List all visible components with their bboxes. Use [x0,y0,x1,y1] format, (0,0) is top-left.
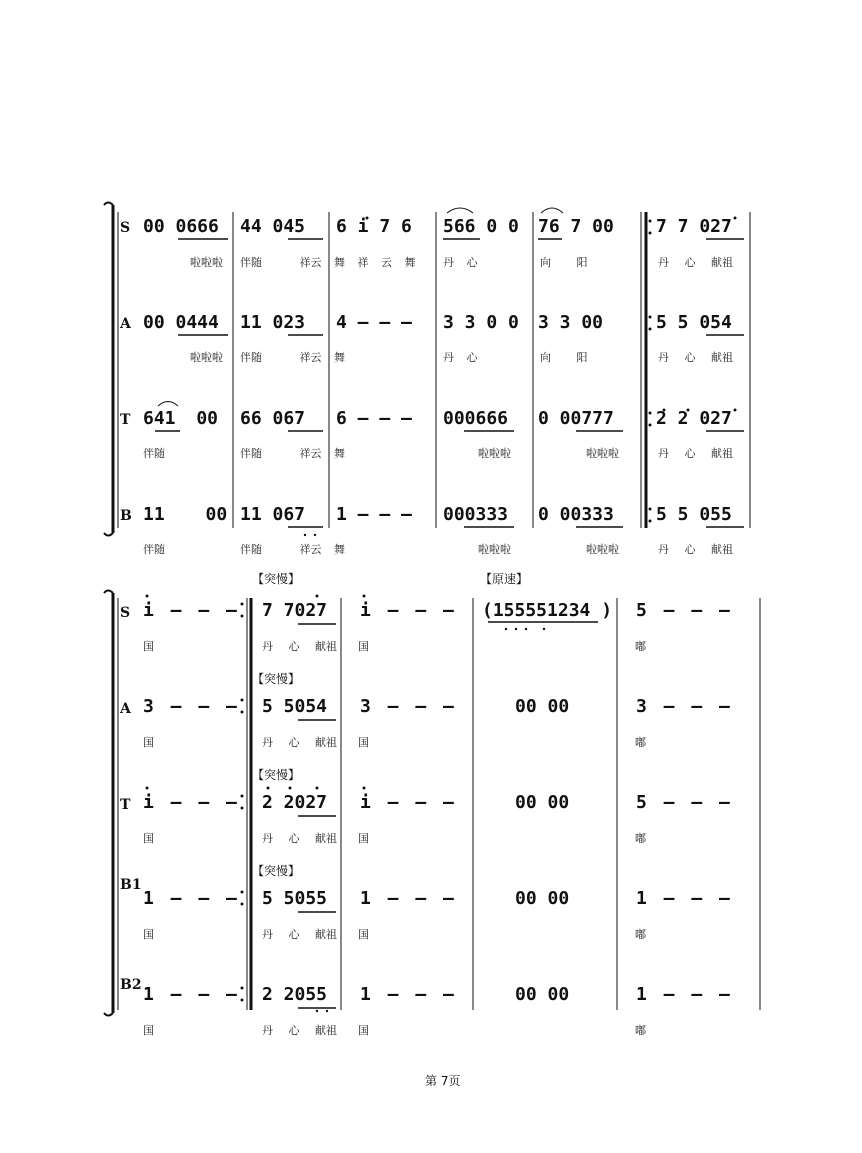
lyric: 啦啦啦 [478,447,511,460]
tempo-mark-original: 【原速】 [480,572,529,586]
measure: 5 — — — [636,792,730,813]
lyric: 丹 心 献祖 [262,1024,337,1037]
measure: i — — — [143,792,237,813]
beams-2 [298,622,598,1008]
measure: 3 — — — [143,696,237,717]
lyric: 丹 心 [443,351,478,364]
lyric: 舞 [334,543,345,556]
measure: i — — — [360,600,454,621]
measure: 5 5 054 [656,312,732,333]
measure: 1 — — — [360,984,454,1005]
lyric: 国 [358,1024,369,1037]
lyric: 伴随 [143,543,165,556]
lyric: 丹 心 献祖 [262,928,337,941]
lyric: 国 [143,1024,154,1037]
measure: 3 — — — [636,696,730,717]
part-label-b: B [120,508,132,524]
lyric: 丹 心 献祖 [262,736,337,749]
measure: i — — — [360,792,454,813]
measure: 2 2055 [262,984,328,1005]
lyric: 丹 心 献祖 [262,640,337,653]
lyric: 嘟 [635,832,646,845]
page-number: 第 7页 [425,1074,461,1088]
measure: 1 — — — [636,984,730,1005]
lyric: 啦啦啦 [586,543,619,556]
lyric: 伴随 祥云 [240,447,322,460]
measure: 000333 [443,504,509,525]
lyric: 伴随 祥云 [240,543,322,556]
measure: 000666 [443,408,509,429]
measure: 0 00777 [538,408,614,429]
lyric: 啦啦啦 [190,351,223,364]
measure: 1 — — — [143,984,237,1005]
measure: 00 00 [515,888,570,909]
part-label-s: S [120,220,131,236]
tempo-mark-sudden-slow: 【突慢】 [252,572,301,586]
measure: 76 7 00 [538,216,614,237]
part-label-a: A [120,701,131,717]
measure: 1 — — — [636,888,730,909]
lyric: 向 阳 [540,351,588,364]
lyric: 丹 心 献祖 [658,447,733,460]
part-label-a: A [120,316,131,332]
lyric: 丹 心 献祖 [262,832,337,845]
lyric: 国 [358,736,369,749]
lyric: 国 [358,832,369,845]
lyric: 嘟 [635,640,646,653]
part-label-t: T [120,412,131,428]
lyric: 丹 心 献祖 [658,543,733,556]
lyric: 啦啦啦 [586,447,619,460]
lyric: 国 [358,928,369,941]
lyric: 伴随 祥云 [240,351,322,364]
measure: 5 — — — [636,600,730,621]
measure: 5 5 055 [656,504,732,525]
lyric: 嘟 [635,736,646,749]
measure: i — — — [143,600,237,621]
lyric: 啦啦啦 [478,543,511,556]
measure: (155551234 ) [482,600,613,621]
lyric: 舞 祥 云 舞 [334,256,416,269]
lyric: 嘟 [635,928,646,941]
measure: 1 — — — [336,504,412,525]
lyric: 国 [358,640,369,653]
measure: 5 5054 [262,696,328,717]
measure: 11 00 [143,504,228,525]
measure: 7 7 027 [656,216,732,237]
measure: 11 067 [240,504,306,525]
lyric: 啦啦啦 [190,256,223,269]
measure: 00 0666 [143,216,219,237]
part-label-b2: B2 [120,977,142,993]
tempo-mark-sudden-slow: 【突慢】 [252,768,301,782]
repeat-dots-2 [241,603,244,1002]
lyric: 舞 [334,447,345,460]
measure: 566 0 0 [443,216,519,237]
system-1-lines [104,203,750,536]
measure: 00 0444 [143,312,219,333]
measure: 641 00 [143,408,219,429]
lyric: 嘟 [635,1024,646,1037]
measure: 1 — — — [360,888,454,909]
measure: 44 045 [240,216,306,237]
measure: 66 067 [240,408,306,429]
measure: 5 5055 [262,888,328,909]
lyric: 伴随 [143,447,165,460]
lyric: 国 [143,832,154,845]
lyric: 国 [143,928,154,941]
lyric: 向 阳 [540,256,588,269]
measure: 3 — — — [360,696,454,717]
measure: 2 2027 [262,792,328,813]
measure: 3 3 0 0 [443,312,519,333]
measure: 11 023 [240,312,306,333]
lyric: 舞 [334,351,345,364]
lyric: 丹 心 献祖 [658,351,733,364]
beams-1 [155,239,744,527]
measure: 00 00 [515,984,570,1005]
measure: 7 7027 [262,600,328,621]
measure: 6 i 7 6 [336,216,412,237]
measure: 1 — — — [143,888,237,909]
tempo-mark-sudden-slow: 【突慢】 [252,672,301,686]
lyric: 国 [143,640,154,653]
lyric: 国 [143,736,154,749]
part-label-s: S [120,605,131,621]
lyric: 丹 心 [443,256,478,269]
measure: 4 — — — [336,312,412,333]
lyric: 伴随 祥云 [240,256,322,269]
measure: 6 — — — [336,408,412,429]
measure: 00 00 [515,696,570,717]
repeat-dots-1 [649,220,652,523]
measure: 3 3 00 [538,312,604,333]
measure: 2 2 027 [656,408,732,429]
part-label-t: T [120,797,131,813]
part-label-b1: B1 [120,877,142,893]
measure: 0 00333 [538,504,614,525]
measure: 00 00 [515,792,570,813]
tempo-mark-sudden-slow: 【突慢】 [252,864,301,878]
lyric: 丹 心 献祖 [658,256,733,269]
